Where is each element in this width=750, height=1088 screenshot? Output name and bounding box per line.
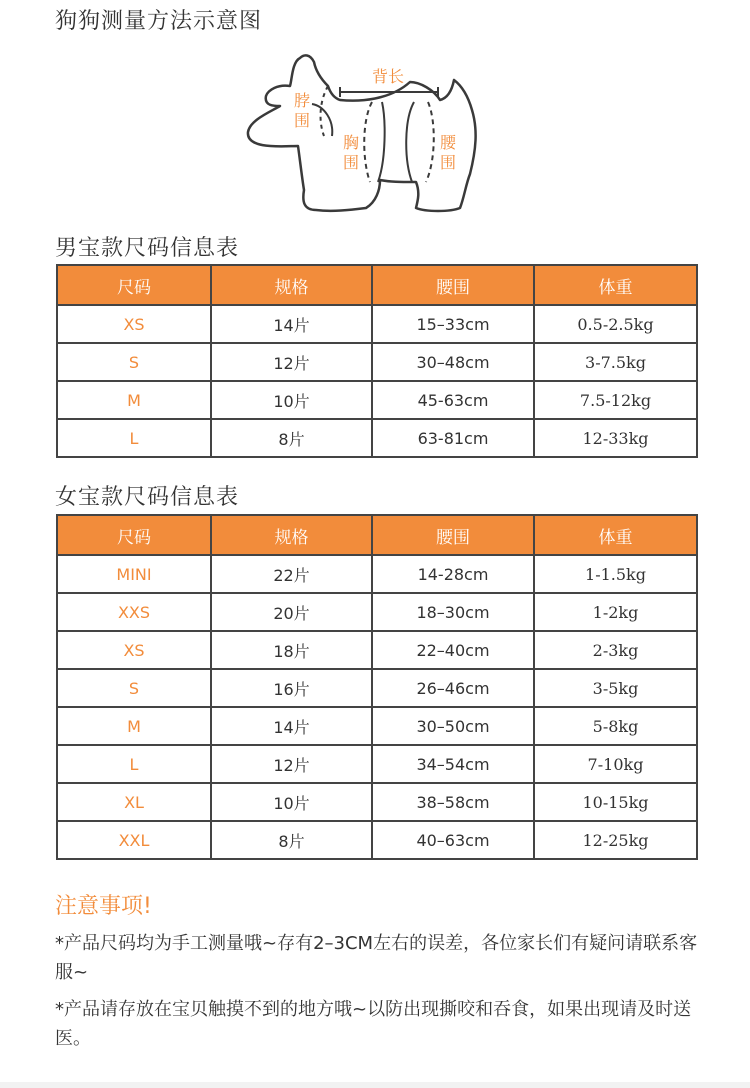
size-cell: S (57, 343, 211, 381)
male-size-table (56, 264, 698, 458)
table-row (57, 783, 697, 821)
female-size-table (56, 514, 698, 860)
bottom-divider (0, 1082, 750, 1088)
size-cell: XL (57, 783, 211, 821)
spec-cell: 20片 (211, 593, 372, 631)
column-header: 规格 (211, 515, 372, 555)
spec-cell: 12片 (211, 745, 372, 783)
weight-cell: 7.5-12kg (534, 381, 697, 419)
column-header: 尺码 (57, 515, 211, 555)
weight-cell: 12-33kg (534, 419, 697, 457)
back-length-label: 背长 (372, 67, 405, 86)
spec-cell: 18片 (211, 631, 372, 669)
chest-label-2: 围 (343, 153, 360, 172)
size-cell: XS (57, 631, 211, 669)
size-cell: L (57, 745, 211, 783)
weight-cell: 2-3kg (534, 631, 697, 669)
waist-cell: 30–50cm (372, 707, 534, 745)
waist-cell: 22–40cm (372, 631, 534, 669)
column-header: 规格 (211, 265, 372, 305)
column-header: 体重 (534, 265, 697, 305)
column-header: 尺码 (57, 265, 211, 305)
table-row (57, 419, 697, 457)
weight-cell: 10-15kg (534, 783, 697, 821)
waist-cell: 26–46cm (372, 669, 534, 707)
table-row (57, 593, 697, 631)
size-cell: M (57, 381, 211, 419)
waist-cell: 45-63cm (372, 381, 534, 419)
notice-title: 注意事项! (55, 894, 152, 919)
weight-cell: 5-8kg (534, 707, 697, 745)
waist-cell: 30–48cm (372, 343, 534, 381)
waist-cell: 63-81cm (372, 419, 534, 457)
weight-cell: 3-7.5kg (534, 343, 697, 381)
column-header: 体重 (534, 515, 697, 555)
spec-cell: 16片 (211, 669, 372, 707)
waist-cell: 40–63cm (372, 821, 534, 859)
waist-cell: 38–58cm (372, 783, 534, 821)
size-cell: S (57, 669, 211, 707)
waist-cell: 34–54cm (372, 745, 534, 783)
table-row (57, 343, 697, 381)
table-row (57, 821, 697, 859)
size-cell: XXS (57, 593, 211, 631)
spec-cell: 8片 (211, 419, 372, 457)
spec-cell: 10片 (211, 783, 372, 821)
table-header-row (57, 265, 697, 305)
table-row (57, 707, 697, 745)
spec-cell: 22片 (211, 555, 372, 593)
size-cell: L (57, 419, 211, 457)
weight-cell: 0.5-2.5kg (534, 305, 697, 343)
male-table-title: 男宝款尺码信息表 (55, 236, 240, 261)
notice-item: *产品尺码均为手工测量哦~存有2–3CM左右的误差，各位家长们有疑问请联系客服~ (55, 933, 698, 983)
waist-cell: 18–30cm (372, 593, 534, 631)
waist-label-2: 围 (440, 153, 457, 172)
chest-label-1: 胸 (343, 133, 360, 152)
dog-measurement-diagram (240, 40, 490, 220)
size-cell: XXL (57, 821, 211, 859)
spec-cell: 14片 (211, 305, 372, 343)
size-cell: MINI (57, 555, 211, 593)
waist-label-1: 腰 (440, 133, 457, 152)
waist-cell: 14-28cm (372, 555, 534, 593)
spec-cell: 8片 (211, 821, 372, 859)
table-row (57, 305, 697, 343)
size-cell: M (57, 707, 211, 745)
weight-cell: 12-25kg (534, 821, 697, 859)
waist-cell: 15–33cm (372, 305, 534, 343)
table-header-row (57, 515, 697, 555)
column-header: 腰围 (372, 265, 534, 305)
neck-label-1: 脖 (294, 91, 311, 110)
spec-cell: 10片 (211, 381, 372, 419)
column-header: 腰围 (372, 515, 534, 555)
table-row (57, 669, 697, 707)
spec-cell: 12片 (211, 343, 372, 381)
diagram-title: 狗狗测量方法示意图 (55, 9, 263, 34)
neck-label-2: 围 (294, 111, 311, 130)
spec-cell: 14片 (211, 707, 372, 745)
size-cell: XS (57, 305, 211, 343)
weight-cell: 3-5kg (534, 669, 697, 707)
table-row (57, 555, 697, 593)
table-row (57, 381, 697, 419)
weight-cell: 1-1.5kg (534, 555, 697, 593)
weight-cell: 1-2kg (534, 593, 697, 631)
female-table-title: 女宝款尺码信息表 (55, 485, 240, 510)
notice-item: *产品请存放在宝贝触摸不到的地方哦~以防出现撕咬和吞食，如果出现请及时送医。 (55, 999, 692, 1049)
table-row (57, 631, 697, 669)
weight-cell: 7-10kg (534, 745, 697, 783)
table-row (57, 745, 697, 783)
